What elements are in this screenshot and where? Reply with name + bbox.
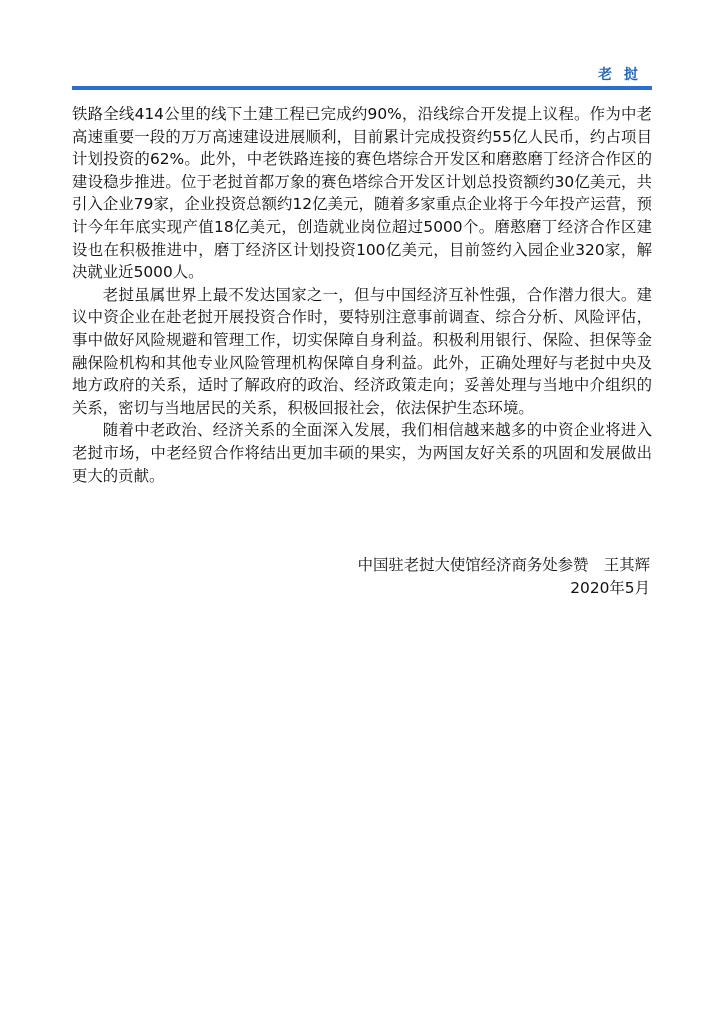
paragraph: 随着中老政治、经济关系的全面深入发展，我们相信越来越多的中资企业将进入老挝市场，中老经贸合作将结出更加丰硕的果实，为两国友好关系的巩固和发展做出更大的贡献。 [72, 421, 652, 485]
paragraph: 老挝虽属世界上最不发达国家之一，但与中国经济互补性强，合作潜力很大。建议中资企业在赴老挝开展投资合作时，要特别注意事前调查、综合分析、风险评估，事中做好风险规避和管理工作，切实保障自身利益。积极利用银行、保险、担保等金融保险机构和其他专业风险管理机构保障自身利益。此外，正确处理好与老挝中央及地方政府的关系，适时了解政府的政治、经济政策走向；妥善处理与当地中介组织的关系，密切与当地居民的关系，积极回报社会，依法保护生态环境。 [72, 285, 652, 417]
running-title: 老挝 [598, 67, 650, 83]
running-header [72, 64, 652, 86]
signature-block [72, 554, 650, 599]
header-rule [72, 86, 652, 90]
article-body [72, 103, 652, 487]
signature-date: 2020年5月 [570, 578, 650, 597]
author-line: 中国驻老挝大使馆经济商务处参赞 王其辉 [357, 556, 650, 574]
paragraph-continued: 铁路全线414公里的线下土建工程已完成约90%，沿线综合开发提上议程。作为中老高速重要一段的万万高速建设进展顺利，目前累计完成投资约55亿人民币，约占项目计划投资的62%。此外，中老铁路连接的赛色塔综合开发区和磨憨磨丁经济合作区的建设稳步推进。位于老挝首都万象的赛色塔综合开发区计划总投资额约30亿美元，共引入企业79家，企业投资总额约12亿美元，随着多家重点企业将于今年投产运营，预计今年年底实现产值18亿美元，创造就业岗位超过5000个。磨憨磨丁经济合作区建设也在积极推进中，磨丁经济区计划投资100亿美元，目前签约入园企业320家，解决就业近5000人。 [72, 105, 652, 282]
